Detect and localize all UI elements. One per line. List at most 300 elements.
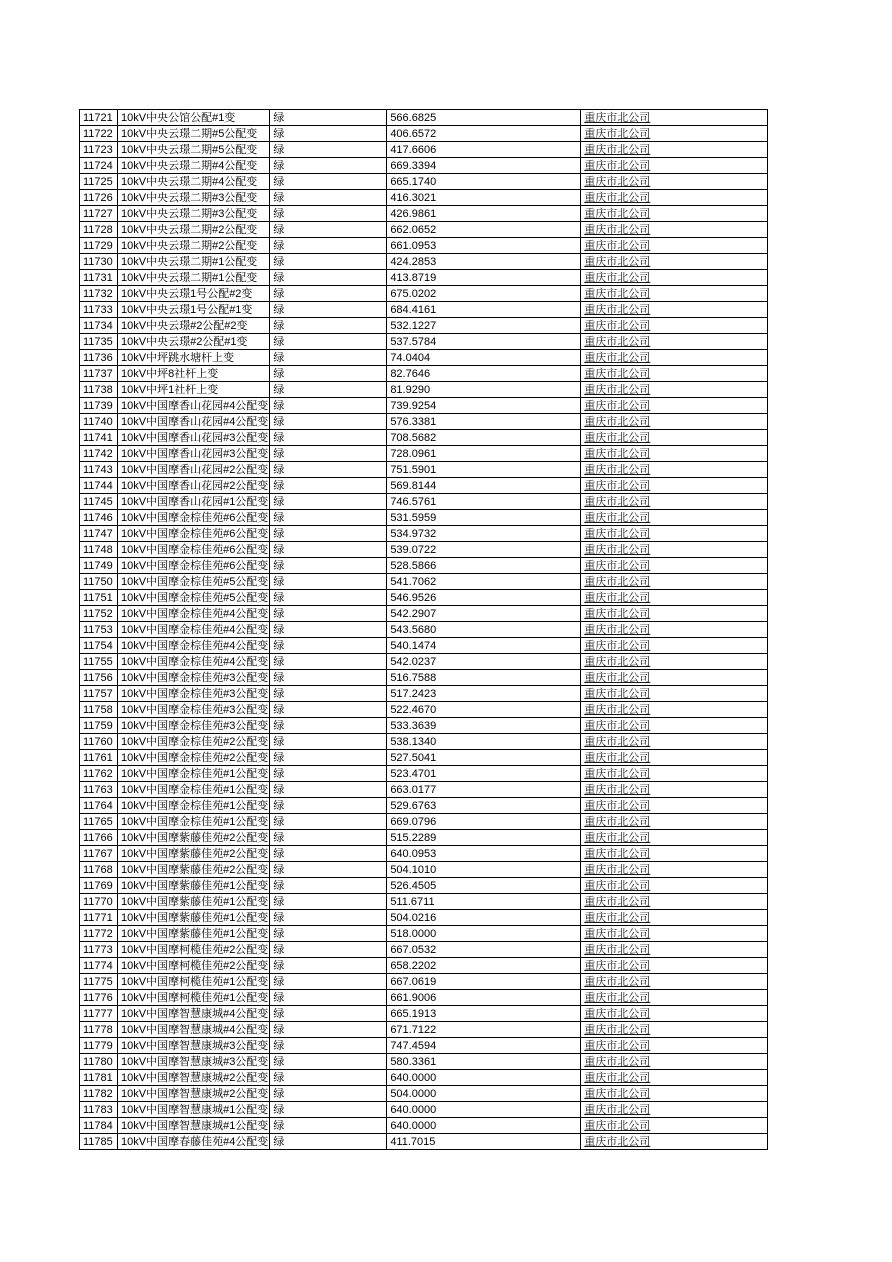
status-cell[interactable]: 绿 <box>270 366 387 382</box>
row-id-cell[interactable]: 11766 <box>80 830 118 846</box>
substation-name-cell[interactable]: 10kV中国摩柯榄佳苑#2公配变 <box>118 942 270 958</box>
substation-name-cell[interactable]: 10kV中国摩柯榄佳苑#2公配变 <box>118 958 270 974</box>
row-id-cell[interactable]: 11781 <box>80 1070 118 1086</box>
row-id-cell[interactable]: 11721 <box>80 110 118 126</box>
company-link[interactable]: 重庆市北公司 <box>584 943 651 956</box>
substation-name-cell[interactable]: 10kV中国摩智慧康城#4公配变 <box>118 1006 270 1022</box>
status-cell[interactable]: 绿 <box>270 414 387 430</box>
row-id-cell[interactable]: 11722 <box>80 126 118 142</box>
value-cell[interactable]: 658.2202 <box>387 958 581 974</box>
row-id-cell[interactable]: 11777 <box>80 1006 118 1022</box>
status-cell[interactable]: 绿 <box>270 878 387 894</box>
company-link[interactable]: 重庆市北公司 <box>584 991 651 1004</box>
company-cell[interactable] <box>581 1118 768 1134</box>
value-cell[interactable]: 640.0000 <box>387 1118 581 1134</box>
value-cell[interactable]: 416.3021 <box>387 190 581 206</box>
substation-name-cell[interactable]: 10kV中国摩金棕佳苑#3公配变 <box>118 686 270 702</box>
company-link[interactable]: 重庆市北公司 <box>584 351 651 364</box>
company-cell[interactable] <box>581 670 768 686</box>
substation-name-cell[interactable]: 10kV中国摩金棕佳苑#2公配变 <box>118 734 270 750</box>
substation-name-cell[interactable]: 10kV中国摩紫藤佳苑#1公配变 <box>118 894 270 910</box>
substation-name-cell[interactable]: 10kV中国摩香山花园#4公配变 <box>118 414 270 430</box>
company-link[interactable]: 重庆市北公司 <box>584 751 651 764</box>
company-link[interactable]: 重庆市北公司 <box>584 463 651 476</box>
status-cell[interactable]: 绿 <box>270 382 387 398</box>
company-link[interactable]: 重庆市北公司 <box>584 383 651 396</box>
company-cell[interactable] <box>581 1006 768 1022</box>
status-cell[interactable]: 绿 <box>270 798 387 814</box>
status-cell[interactable]: 绿 <box>270 110 387 126</box>
company-cell[interactable] <box>581 878 768 894</box>
substation-name-cell[interactable]: 10kV中国摩春藤佳苑#4公配变 <box>118 1134 270 1150</box>
substation-name-cell[interactable]: 10kV中国摩智慧康城#2公配变 <box>118 1086 270 1102</box>
row-id-cell[interactable]: 11774 <box>80 958 118 974</box>
company-cell[interactable] <box>581 494 768 510</box>
value-cell[interactable]: 640.0953 <box>387 846 581 862</box>
company-link[interactable]: 重庆市北公司 <box>584 1007 651 1020</box>
company-cell[interactable] <box>581 718 768 734</box>
company-link[interactable]: 重庆市北公司 <box>584 511 651 524</box>
row-id-cell[interactable]: 11751 <box>80 590 118 606</box>
status-cell[interactable]: 绿 <box>270 542 387 558</box>
company-link[interactable]: 重庆市北公司 <box>584 831 651 844</box>
company-cell[interactable] <box>581 702 768 718</box>
company-cell[interactable] <box>581 286 768 302</box>
value-cell[interactable]: 669.0796 <box>387 814 581 830</box>
substation-name-cell[interactable]: 10kV中国摩金棕佳苑#5公配变 <box>118 574 270 590</box>
company-link[interactable]: 重庆市北公司 <box>584 239 651 252</box>
status-cell[interactable]: 绿 <box>270 174 387 190</box>
substation-name-cell[interactable]: 10kV中央云璟二期#3公配变 <box>118 190 270 206</box>
company-link[interactable]: 重庆市北公司 <box>584 735 651 748</box>
substation-name-cell[interactable]: 10kV中国摩香山花园#2公配变 <box>118 478 270 494</box>
status-cell[interactable]: 绿 <box>270 670 387 686</box>
status-cell[interactable]: 绿 <box>270 718 387 734</box>
substation-name-cell[interactable]: 10kV中国摩金棕佳苑#1公配变 <box>118 814 270 830</box>
company-link[interactable]: 重庆市北公司 <box>584 959 651 972</box>
company-link[interactable]: 重庆市北公司 <box>584 591 651 604</box>
substation-name-cell[interactable]: 10kV中国摩香山花园#3公配变 <box>118 446 270 462</box>
substation-name-cell[interactable]: 10kV中国摩金棕佳苑#6公配变 <box>118 542 270 558</box>
company-cell[interactable] <box>581 638 768 654</box>
row-id-cell[interactable]: 11776 <box>80 990 118 1006</box>
company-cell[interactable] <box>581 990 768 1006</box>
value-cell[interactable]: 526.4505 <box>387 878 581 894</box>
row-id-cell[interactable]: 11735 <box>80 334 118 350</box>
row-id-cell[interactable]: 11768 <box>80 862 118 878</box>
company-link[interactable]: 重庆市北公司 <box>584 1119 651 1132</box>
company-link[interactable]: 重庆市北公司 <box>584 527 651 540</box>
company-cell[interactable] <box>581 110 768 126</box>
row-id-cell[interactable]: 11732 <box>80 286 118 302</box>
company-link[interactable]: 重庆市北公司 <box>584 927 651 940</box>
status-cell[interactable]: 绿 <box>270 1054 387 1070</box>
company-cell[interactable] <box>581 1134 768 1150</box>
substation-name-cell[interactable]: 10kV中国摩金棕佳苑#6公配变 <box>118 510 270 526</box>
value-cell[interactable]: 569.8144 <box>387 478 581 494</box>
substation-name-cell[interactable]: 10kV中国摩金棕佳苑#4公配变 <box>118 654 270 670</box>
company-link[interactable]: 重庆市北公司 <box>584 559 651 572</box>
company-cell[interactable] <box>581 174 768 190</box>
company-link[interactable]: 重庆市北公司 <box>584 191 651 204</box>
status-cell[interactable]: 绿 <box>270 478 387 494</box>
value-cell[interactable]: 671.7122 <box>387 1022 581 1038</box>
row-id-cell[interactable]: 11731 <box>80 270 118 286</box>
company-cell[interactable] <box>581 542 768 558</box>
row-id-cell[interactable]: 11741 <box>80 430 118 446</box>
status-cell[interactable]: 绿 <box>270 1118 387 1134</box>
company-link[interactable]: 重庆市北公司 <box>584 255 651 268</box>
row-id-cell[interactable]: 11745 <box>80 494 118 510</box>
value-cell[interactable]: 566.6825 <box>387 110 581 126</box>
substation-name-cell[interactable]: 10kV中央云璟#2公配#1变 <box>118 334 270 350</box>
company-cell[interactable] <box>581 478 768 494</box>
value-cell[interactable]: 424.2853 <box>387 254 581 270</box>
company-cell[interactable] <box>581 750 768 766</box>
row-id-cell[interactable]: 11761 <box>80 750 118 766</box>
company-cell[interactable] <box>581 382 768 398</box>
row-id-cell[interactable]: 11783 <box>80 1102 118 1118</box>
substation-name-cell[interactable]: 10kV中国摩金棕佳苑#2公配变 <box>118 750 270 766</box>
company-cell[interactable] <box>581 238 768 254</box>
status-cell[interactable]: 绿 <box>270 350 387 366</box>
value-cell[interactable]: 534.9732 <box>387 526 581 542</box>
value-cell[interactable]: 504.0000 <box>387 1086 581 1102</box>
company-link[interactable]: 重庆市北公司 <box>584 207 651 220</box>
row-id-cell[interactable]: 11767 <box>80 846 118 862</box>
company-link[interactable]: 重庆市北公司 <box>584 303 651 316</box>
row-id-cell[interactable]: 11760 <box>80 734 118 750</box>
substation-name-cell[interactable]: 10kV中央云璟二期#3公配变 <box>118 206 270 222</box>
company-cell[interactable] <box>581 126 768 142</box>
substation-name-cell[interactable]: 10kV中国摩金棕佳苑#1公配变 <box>118 798 270 814</box>
substation-name-cell[interactable]: 10kV中央云璟1号公配#2变 <box>118 286 270 302</box>
row-id-cell[interactable]: 11734 <box>80 318 118 334</box>
company-link[interactable]: 重庆市北公司 <box>584 575 651 588</box>
substation-name-cell[interactable]: 10kV中国摩金棕佳苑#3公配变 <box>118 670 270 686</box>
substation-name-cell[interactable]: 10kV中国摩金棕佳苑#3公配变 <box>118 718 270 734</box>
company-cell[interactable] <box>581 590 768 606</box>
company-link[interactable]: 重庆市北公司 <box>584 335 651 348</box>
value-cell[interactable]: 728.0961 <box>387 446 581 462</box>
substation-name-cell[interactable]: 10kV中国摩香山花园#3公配变 <box>118 430 270 446</box>
value-cell[interactable]: 411.7015 <box>387 1134 581 1150</box>
company-cell[interactable] <box>581 270 768 286</box>
value-cell[interactable]: 504.1010 <box>387 862 581 878</box>
status-cell[interactable]: 绿 <box>270 958 387 974</box>
row-id-cell[interactable]: 11762 <box>80 766 118 782</box>
row-id-cell[interactable]: 11765 <box>80 814 118 830</box>
row-id-cell[interactable]: 11743 <box>80 462 118 478</box>
company-cell[interactable] <box>581 654 768 670</box>
company-cell[interactable] <box>581 302 768 318</box>
status-cell[interactable]: 绿 <box>270 1038 387 1054</box>
substation-name-cell[interactable]: 10kV中坪1社杆上变 <box>118 382 270 398</box>
company-cell[interactable] <box>581 318 768 334</box>
status-cell[interactable]: 绿 <box>270 1006 387 1022</box>
value-cell[interactable]: 669.3394 <box>387 158 581 174</box>
substation-name-cell[interactable]: 10kV中坪跳水塘杆上变 <box>118 350 270 366</box>
company-cell[interactable] <box>581 1038 768 1054</box>
substation-name-cell[interactable]: 10kV中国摩紫藤佳苑#1公配变 <box>118 878 270 894</box>
row-id-cell[interactable]: 11755 <box>80 654 118 670</box>
value-cell[interactable]: 533.3639 <box>387 718 581 734</box>
status-cell[interactable]: 绿 <box>270 318 387 334</box>
row-id-cell[interactable]: 11772 <box>80 926 118 942</box>
substation-name-cell[interactable]: 10kV中国摩金棕佳苑#4公配变 <box>118 622 270 638</box>
status-cell[interactable]: 绿 <box>270 686 387 702</box>
value-cell[interactable]: 532.1227 <box>387 318 581 334</box>
company-cell[interactable] <box>581 798 768 814</box>
substation-name-cell[interactable]: 10kV中国摩柯榄佳苑#1公配变 <box>118 974 270 990</box>
status-cell[interactable]: 绿 <box>270 302 387 318</box>
company-link[interactable]: 重庆市北公司 <box>584 895 651 908</box>
row-id-cell[interactable]: 11749 <box>80 558 118 574</box>
row-id-cell[interactable]: 11758 <box>80 702 118 718</box>
company-cell[interactable] <box>581 974 768 990</box>
substation-name-cell[interactable]: 10kV中国摩紫藤佳苑#1公配变 <box>118 926 270 942</box>
company-link[interactable]: 重庆市北公司 <box>584 847 651 860</box>
value-cell[interactable]: 708.5682 <box>387 430 581 446</box>
status-cell[interactable]: 绿 <box>270 1134 387 1150</box>
value-cell[interactable]: 580.3361 <box>387 1054 581 1070</box>
company-cell[interactable] <box>581 766 768 782</box>
status-cell[interactable]: 绿 <box>270 766 387 782</box>
company-link[interactable]: 重庆市北公司 <box>584 799 651 812</box>
substation-name-cell[interactable]: 10kV中央云璟二期#5公配变 <box>118 142 270 158</box>
status-cell[interactable]: 绿 <box>270 894 387 910</box>
company-link[interactable]: 重庆市北公司 <box>584 639 651 652</box>
status-cell[interactable]: 绿 <box>270 942 387 958</box>
value-cell[interactable]: 518.0000 <box>387 926 581 942</box>
row-id-cell[interactable]: 11730 <box>80 254 118 270</box>
company-link[interactable]: 重庆市北公司 <box>584 1135 651 1148</box>
substation-name-cell[interactable]: 10kV中国摩香山花园#1公配变 <box>118 494 270 510</box>
value-cell[interactable]: 661.0953 <box>387 238 581 254</box>
substation-name-cell[interactable]: 10kV中国摩金棕佳苑#1公配变 <box>118 782 270 798</box>
value-cell[interactable]: 661.9006 <box>387 990 581 1006</box>
company-link[interactable]: 重庆市北公司 <box>584 1055 651 1068</box>
company-link[interactable]: 重庆市北公司 <box>584 175 651 188</box>
substation-name-cell[interactable]: 10kV中央云璟二期#5公配变 <box>118 126 270 142</box>
value-cell[interactable]: 537.5784 <box>387 334 581 350</box>
value-cell[interactable]: 511.6711 <box>387 894 581 910</box>
status-cell[interactable]: 绿 <box>270 206 387 222</box>
company-cell[interactable] <box>581 254 768 270</box>
row-id-cell[interactable]: 11738 <box>80 382 118 398</box>
status-cell[interactable]: 绿 <box>270 398 387 414</box>
substation-name-cell[interactable]: 10kV中国摩金棕佳苑#6公配变 <box>118 526 270 542</box>
company-link[interactable]: 重庆市北公司 <box>584 1039 651 1052</box>
status-cell[interactable]: 绿 <box>270 590 387 606</box>
value-cell[interactable]: 640.0000 <box>387 1102 581 1118</box>
value-cell[interactable]: 531.5959 <box>387 510 581 526</box>
row-id-cell[interactable]: 11740 <box>80 414 118 430</box>
row-id-cell[interactable]: 11756 <box>80 670 118 686</box>
company-cell[interactable] <box>581 510 768 526</box>
company-cell[interactable] <box>581 558 768 574</box>
company-link[interactable]: 重庆市北公司 <box>584 671 651 684</box>
status-cell[interactable]: 绿 <box>270 910 387 926</box>
status-cell[interactable]: 绿 <box>270 238 387 254</box>
substation-name-cell[interactable]: 10kV中央云璟二期#1公配变 <box>118 254 270 270</box>
row-id-cell[interactable]: 11742 <box>80 446 118 462</box>
substation-name-cell[interactable]: 10kV中国摩金棕佳苑#4公配变 <box>118 638 270 654</box>
row-id-cell[interactable]: 11750 <box>80 574 118 590</box>
status-cell[interactable]: 绿 <box>270 734 387 750</box>
company-link[interactable]: 重庆市北公司 <box>584 815 651 828</box>
company-cell[interactable] <box>581 622 768 638</box>
row-id-cell[interactable]: 11779 <box>80 1038 118 1054</box>
value-cell[interactable]: 522.4670 <box>387 702 581 718</box>
company-cell[interactable] <box>581 414 768 430</box>
company-link[interactable]: 重庆市北公司 <box>584 863 651 876</box>
substation-name-cell[interactable]: 10kV中央云璟二期#1公配变 <box>118 270 270 286</box>
value-cell[interactable]: 74.0404 <box>387 350 581 366</box>
value-cell[interactable]: 640.0000 <box>387 1070 581 1086</box>
status-cell[interactable]: 绿 <box>270 750 387 766</box>
row-id-cell[interactable]: 11724 <box>80 158 118 174</box>
value-cell[interactable]: 516.7588 <box>387 670 581 686</box>
substation-name-cell[interactable]: 10kV中央云璟二期#4公配变 <box>118 158 270 174</box>
status-cell[interactable]: 绿 <box>270 974 387 990</box>
company-link[interactable]: 重庆市北公司 <box>584 767 651 780</box>
company-link[interactable]: 重庆市北公司 <box>584 495 651 508</box>
company-cell[interactable] <box>581 606 768 622</box>
company-cell[interactable] <box>581 334 768 350</box>
substation-name-cell[interactable]: 10kV中国摩智慧康城#1公配变 <box>118 1102 270 1118</box>
company-link[interactable]: 重庆市北公司 <box>584 1103 651 1116</box>
company-link[interactable]: 重庆市北公司 <box>584 879 651 892</box>
company-cell[interactable] <box>581 206 768 222</box>
row-id-cell[interactable]: 11733 <box>80 302 118 318</box>
status-cell[interactable]: 绿 <box>270 574 387 590</box>
substation-name-cell[interactable]: 10kV中国摩金棕佳苑#6公配变 <box>118 558 270 574</box>
row-id-cell[interactable]: 11728 <box>80 222 118 238</box>
status-cell[interactable]: 绿 <box>270 846 387 862</box>
company-cell[interactable] <box>581 734 768 750</box>
row-id-cell[interactable]: 11775 <box>80 974 118 990</box>
company-link[interactable]: 重庆市北公司 <box>584 479 651 492</box>
row-id-cell[interactable]: 11770 <box>80 894 118 910</box>
row-id-cell[interactable]: 11759 <box>80 718 118 734</box>
row-id-cell[interactable]: 11773 <box>80 942 118 958</box>
status-cell[interactable]: 绿 <box>270 494 387 510</box>
row-id-cell[interactable]: 11764 <box>80 798 118 814</box>
value-cell[interactable]: 82.7646 <box>387 366 581 382</box>
substation-name-cell[interactable]: 10kV中国摩金棕佳苑#1公配变 <box>118 766 270 782</box>
company-link[interactable]: 重庆市北公司 <box>584 415 651 428</box>
company-link[interactable]: 重庆市北公司 <box>584 1087 651 1100</box>
substation-name-cell[interactable]: 10kV中国摩紫藤佳苑#2公配变 <box>118 862 270 878</box>
company-cell[interactable] <box>581 1086 768 1102</box>
value-cell[interactable]: 542.2907 <box>387 606 581 622</box>
value-cell[interactable]: 746.5761 <box>387 494 581 510</box>
company-cell[interactable] <box>581 830 768 846</box>
company-cell[interactable] <box>581 894 768 910</box>
company-cell[interactable] <box>581 782 768 798</box>
status-cell[interactable]: 绿 <box>270 782 387 798</box>
status-cell[interactable]: 绿 <box>270 1022 387 1038</box>
company-cell[interactable] <box>581 846 768 862</box>
company-link[interactable]: 重庆市北公司 <box>584 287 651 300</box>
company-link[interactable]: 重庆市北公司 <box>584 367 651 380</box>
substation-name-cell[interactable]: 10kV中国摩智慧康城#2公配变 <box>118 1070 270 1086</box>
company-cell[interactable] <box>581 686 768 702</box>
company-link[interactable]: 重庆市北公司 <box>584 159 651 172</box>
company-cell[interactable] <box>581 1022 768 1038</box>
value-cell[interactable]: 739.9254 <box>387 398 581 414</box>
substation-name-cell[interactable]: 10kV中坪8社杆上变 <box>118 366 270 382</box>
row-id-cell[interactable]: 11780 <box>80 1054 118 1070</box>
company-link[interactable]: 重庆市北公司 <box>584 719 651 732</box>
value-cell[interactable]: 523.4701 <box>387 766 581 782</box>
company-link[interactable]: 重庆市北公司 <box>584 655 651 668</box>
value-cell[interactable]: 665.1740 <box>387 174 581 190</box>
row-id-cell[interactable]: 11747 <box>80 526 118 542</box>
value-cell[interactable]: 543.5680 <box>387 622 581 638</box>
value-cell[interactable]: 540.1474 <box>387 638 581 654</box>
value-cell[interactable]: 546.9526 <box>387 590 581 606</box>
substation-name-cell[interactable]: 10kV中国摩智慧康城#4公配变 <box>118 1022 270 1038</box>
company-cell[interactable] <box>581 814 768 830</box>
value-cell[interactable]: 528.5866 <box>387 558 581 574</box>
company-link[interactable]: 重庆市北公司 <box>584 271 651 284</box>
value-cell[interactable]: 667.0619 <box>387 974 581 990</box>
company-cell[interactable] <box>581 862 768 878</box>
status-cell[interactable]: 绿 <box>270 702 387 718</box>
row-id-cell[interactable]: 11727 <box>80 206 118 222</box>
status-cell[interactable]: 绿 <box>270 526 387 542</box>
company-cell[interactable] <box>581 158 768 174</box>
company-link[interactable]: 重庆市北公司 <box>584 1071 651 1084</box>
value-cell[interactable]: 667.0532 <box>387 942 581 958</box>
status-cell[interactable]: 绿 <box>270 1070 387 1086</box>
row-id-cell[interactable]: 11763 <box>80 782 118 798</box>
status-cell[interactable]: 绿 <box>270 334 387 350</box>
substation-name-cell[interactable]: 10kV中国摩紫藤佳苑#2公配变 <box>118 846 270 862</box>
value-cell[interactable]: 417.6606 <box>387 142 581 158</box>
row-id-cell[interactable]: 11736 <box>80 350 118 366</box>
value-cell[interactable]: 541.7062 <box>387 574 581 590</box>
company-cell[interactable] <box>581 350 768 366</box>
substation-name-cell[interactable]: 10kV中央公馆公配#1变 <box>118 110 270 126</box>
status-cell[interactable]: 绿 <box>270 558 387 574</box>
substation-name-cell[interactable]: 10kV中国摩柯榄佳苑#1公配变 <box>118 990 270 1006</box>
substation-name-cell[interactable]: 10kV中国摩金棕佳苑#3公配变 <box>118 702 270 718</box>
company-link[interactable]: 重庆市北公司 <box>584 223 651 236</box>
company-link[interactable]: 重庆市北公司 <box>584 975 651 988</box>
status-cell[interactable]: 绿 <box>270 654 387 670</box>
status-cell[interactable]: 绿 <box>270 990 387 1006</box>
company-cell[interactable] <box>581 942 768 958</box>
company-link[interactable]: 重庆市北公司 <box>584 543 651 556</box>
company-cell[interactable] <box>581 1054 768 1070</box>
row-id-cell[interactable]: 11771 <box>80 910 118 926</box>
status-cell[interactable]: 绿 <box>270 222 387 238</box>
substation-name-cell[interactable]: 10kV中央云璟二期#2公配变 <box>118 222 270 238</box>
row-id-cell[interactable]: 11723 <box>80 142 118 158</box>
substation-name-cell[interactable]: 10kV中国摩智慧康城#3公配变 <box>118 1038 270 1054</box>
value-cell[interactable]: 675.0202 <box>387 286 581 302</box>
company-link[interactable]: 重庆市北公司 <box>584 623 651 636</box>
company-link[interactable]: 重庆市北公司 <box>584 447 651 460</box>
company-link[interactable]: 重庆市北公司 <box>584 111 651 124</box>
value-cell[interactable]: 576.3381 <box>387 414 581 430</box>
row-id-cell[interactable]: 11748 <box>80 542 118 558</box>
row-id-cell[interactable]: 11744 <box>80 478 118 494</box>
status-cell[interactable]: 绿 <box>270 158 387 174</box>
